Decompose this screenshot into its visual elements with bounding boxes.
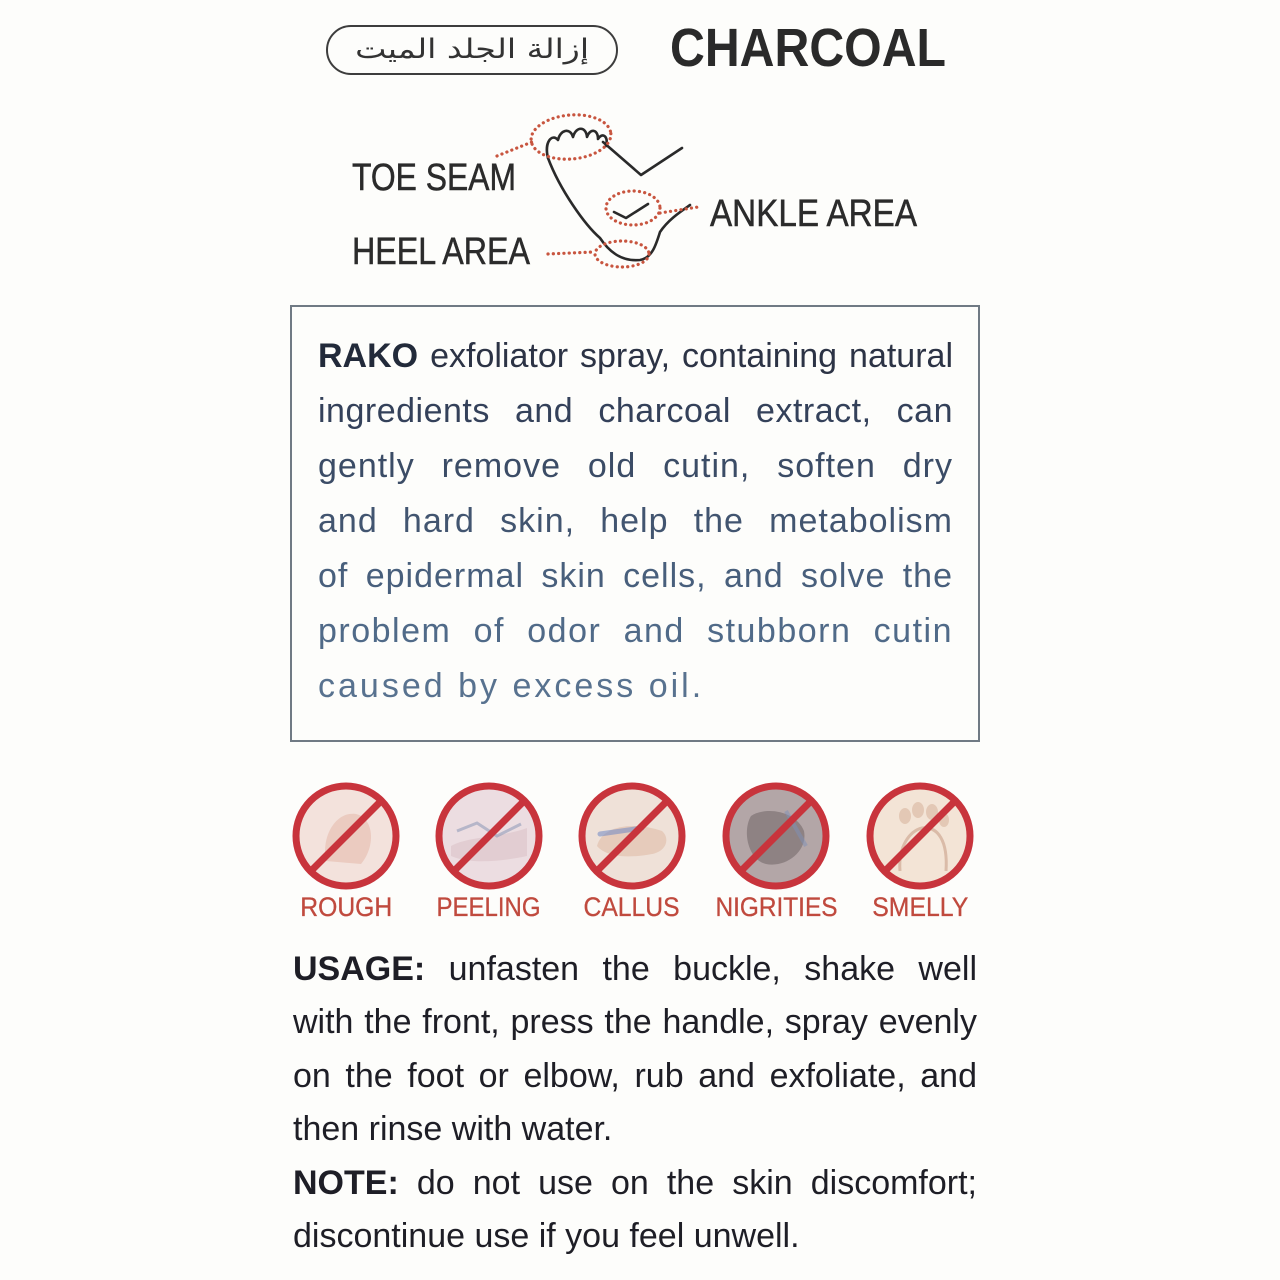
note-heading: NOTE: <box>293 1163 399 1202</box>
usage-line <box>293 943 977 996</box>
product-title-text: CHARCOAL <box>670 18 946 78</box>
toe-seam-label <box>352 156 516 200</box>
problem-label-text: ROUGH <box>300 892 392 922</box>
problem-label-text: NIGRITIES <box>715 892 838 922</box>
description-line <box>318 384 953 439</box>
heel-area-leader <box>548 252 594 254</box>
note-line <box>293 1210 977 1263</box>
toe-seam-leader <box>497 142 532 156</box>
foot-instep-outline <box>603 142 682 175</box>
ankle-area-highlight <box>606 191 660 225</box>
callus-prohibited-icon <box>572 776 692 896</box>
problem-label-peeling <box>437 892 541 923</box>
usage-line-text: on the foot or elbow, rub and exfoliate, and <box>293 1056 977 1095</box>
problem-label-text: SMELLY <box>872 892 969 922</box>
heel-area-label <box>352 230 530 274</box>
description-line <box>318 494 953 549</box>
usage-instructions <box>293 943 977 1263</box>
problem-label-text: PEELING <box>437 892 542 922</box>
problem-label-nigrities <box>715 892 837 923</box>
usage-line <box>293 1050 977 1103</box>
description-line <box>318 549 953 604</box>
description-line-text: ingredients and charcoal extract, can <box>318 392 953 430</box>
description-line <box>318 604 953 659</box>
note-line <box>293 1157 977 1210</box>
nigrities-prohibited-icon <box>716 776 836 896</box>
problem-label-rough <box>300 892 392 923</box>
ankle-area-label <box>710 192 917 236</box>
foot-diagram <box>0 0 1280 300</box>
smelly-toe-shape <box>912 802 924 818</box>
description-line-text: of epidermal skin cells, and solve the <box>318 557 953 595</box>
problem-label-callus <box>584 892 680 923</box>
description-line-text <box>318 329 953 384</box>
rough-skin-prohibited-icon <box>286 776 406 896</box>
arabic-label: إزالة الجلد الميت <box>355 34 589 65</box>
usage-line-text: with the front, press the handle, spray evenly <box>293 1003 977 1042</box>
note-line-text <box>293 1157 977 1210</box>
usage-line <box>293 1103 977 1156</box>
description-line-text: and hard skin, help the metabolism <box>318 502 953 540</box>
note-line-rest: do not use on the skin discomfort; <box>416 1163 977 1202</box>
problem-label-smelly <box>872 892 968 923</box>
heel-area-highlight <box>595 241 649 267</box>
smelly-toe-shape <box>899 808 911 824</box>
foot-toes-outline <box>547 129 607 158</box>
ankle-area-text: ANKLE AREA <box>710 193 917 235</box>
description-line <box>318 439 953 494</box>
description-line <box>318 329 953 384</box>
usage-heading: USAGE: <box>293 950 426 988</box>
description-line-rest: exfoliator spray, containing natural <box>430 337 953 375</box>
usage-line-text <box>293 943 977 996</box>
description-line-text: gently remove old cutin, soften dry <box>318 447 953 485</box>
toe-seam-text: TOE SEAM <box>352 157 516 199</box>
description-line-text: problem of odor and stubborn cutin <box>318 612 953 650</box>
description-box <box>290 305 980 742</box>
brand-name: RAKO <box>318 337 419 375</box>
usage-line-text: then rinse with water. <box>293 1110 613 1149</box>
problem-label-text: CALLUS <box>584 892 681 922</box>
peeling-skin-prohibited-icon <box>429 776 549 896</box>
usage-line-rest: unfasten the buckle, shake well <box>448 950 977 988</box>
ankle-bone-mark <box>614 204 648 218</box>
foot-sole-outline <box>548 158 690 260</box>
usage-line <box>293 996 977 1049</box>
heel-area-text: HEEL AREA <box>352 231 530 273</box>
note-line-text: discontinue use if you feel unwell. <box>293 1216 800 1255</box>
description-line-text: caused by excess oil. <box>318 667 705 705</box>
description-line <box>318 659 953 714</box>
smelly-feet-prohibited-icon <box>860 776 980 896</box>
